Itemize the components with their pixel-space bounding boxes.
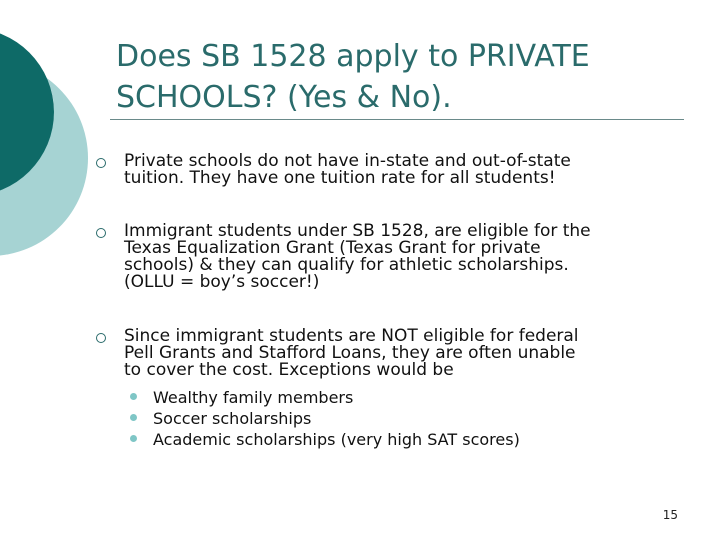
bullet-item bbox=[96, 153, 696, 187]
bullet-text-line: Texas Equalization Grant (Texas Grant for private bbox=[124, 238, 541, 258]
page-number: 15 bbox=[662, 508, 678, 522]
bullet-text-line: Private schools do not have in-state and out-of-state bbox=[124, 151, 571, 171]
bullet-text-line: Immigrant students under SB 1528, are eligible for the bbox=[124, 221, 591, 241]
bullet-text-line: (OLLU = boy’s soccer!) bbox=[124, 272, 320, 292]
sub-bullet-text: Soccer scholarships bbox=[153, 409, 312, 428]
filled-circle-bullet-icon bbox=[130, 435, 137, 442]
title-line-1: Does SB 1528 apply to PRIVATE bbox=[116, 39, 590, 74]
sub-bullet-text: Academic scholarships (very high SAT scores) bbox=[153, 430, 520, 449]
bullet-text-line: Pell Grants and Stafford Loans, they are often unable bbox=[124, 343, 576, 363]
title-line-2: SCHOOLS? (Yes & No). bbox=[116, 80, 452, 115]
decorative-circles bbox=[0, 0, 90, 300]
sub-bullet-list bbox=[124, 387, 696, 450]
sub-bullet-item bbox=[130, 387, 696, 408]
slide-title bbox=[116, 36, 696, 118]
hollow-circle-bullet-icon bbox=[96, 228, 106, 238]
bullet-text-line: to cover the cost. Exceptions would be bbox=[124, 360, 454, 380]
bullet-text-line: tuition. They have one tuition rate for all students! bbox=[124, 168, 556, 188]
hollow-circle-bullet-icon bbox=[96, 333, 106, 343]
bullet-item bbox=[96, 328, 696, 450]
filled-circle-bullet-icon bbox=[130, 393, 137, 400]
filled-circle-bullet-icon bbox=[130, 414, 137, 421]
hollow-circle-bullet-icon bbox=[96, 158, 106, 168]
sub-bullet-text: Wealthy family members bbox=[153, 388, 354, 407]
bullet-text-line: schools) & they can qualify for athletic scholarships. bbox=[124, 255, 569, 275]
sub-bullet-item bbox=[130, 429, 696, 450]
bullet-item bbox=[96, 223, 696, 291]
title-divider bbox=[110, 119, 684, 120]
bullet-text-line: Since immigrant students are NOT eligible for federal bbox=[124, 326, 579, 346]
sub-bullet-item bbox=[130, 408, 696, 429]
bullet-list bbox=[96, 150, 696, 450]
